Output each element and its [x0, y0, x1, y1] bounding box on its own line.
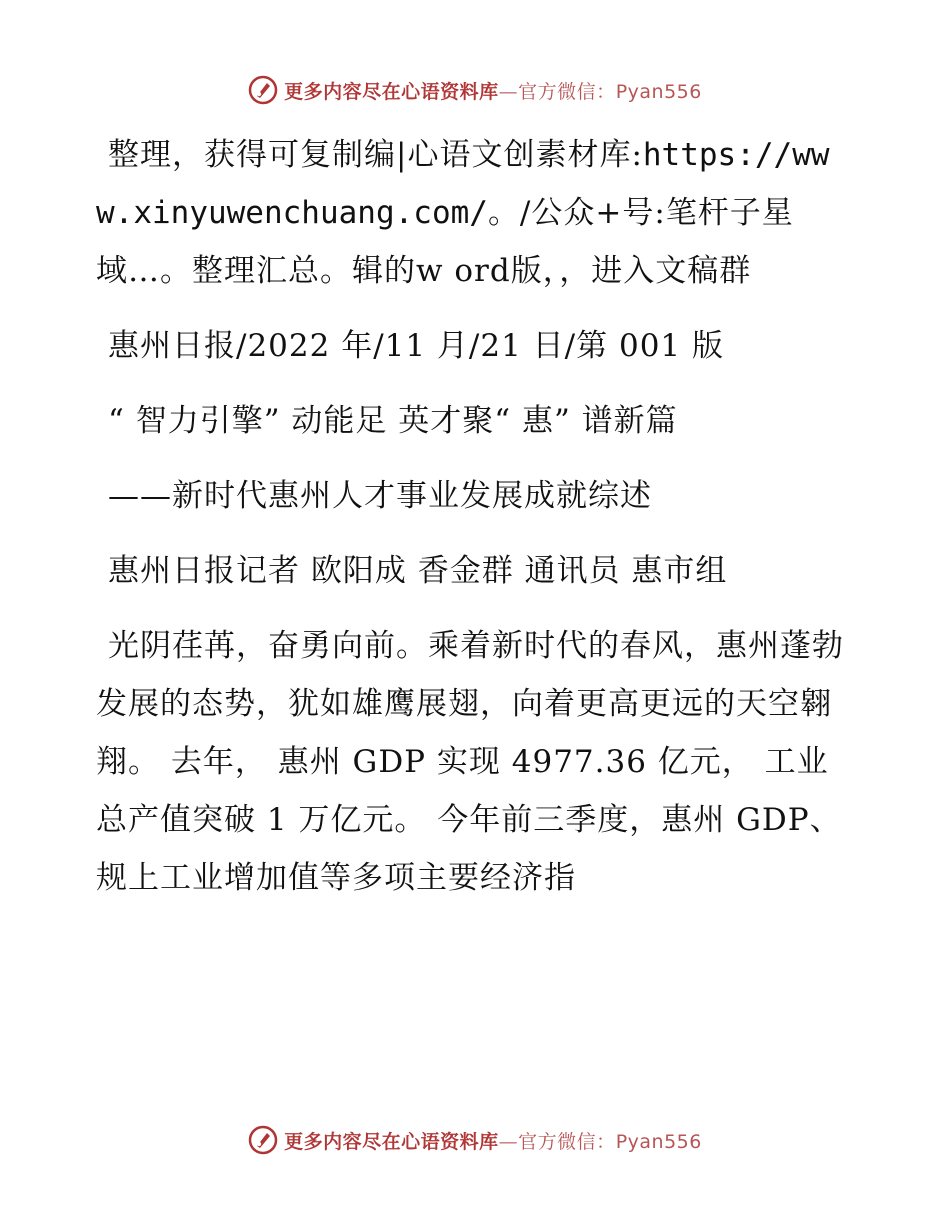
intro-url: https://www.xinyuwenchuang.com/	[96, 137, 830, 231]
watermark-wechat-label: 官方微信：	[518, 1130, 616, 1153]
watermark-wechat-id: Pyan556	[615, 80, 702, 103]
pen-seal-logo-icon	[248, 1125, 278, 1155]
pen-seal-logo-icon	[248, 75, 278, 105]
body-paragraph: 光阴荏苒，奋勇向前。乘着新时代的春风，惠州蓬勃发展的态势，犹如雄鹰展翅，向着更高更远的天空翱翔。 去年， 惠州 GDP 实现 4977.36 亿元， 工业总产值突破 1 万亿元。 今年前三季度，惠州 GDP、规上工业增加值等多项主要经济指	[96, 628, 844, 896]
footer-watermark-banner	[0, 1120, 950, 1160]
intro-line3: 笔杆子星域…。整理汇总。辑的w ord版，，进入文稿群	[96, 195, 794, 289]
watermark-main-text: 更多内容尽在心语资料库	[284, 80, 499, 103]
byline: 惠州日报记者 欧阳成 香金群 通讯员 惠市组	[108, 553, 728, 589]
intro-line2: 。/公众+号:	[487, 195, 666, 231]
intro-line1: 整理，获得可复制编|心语文创素材库:	[108, 137, 643, 173]
watermark-text	[284, 77, 702, 104]
header-watermark-banner	[0, 70, 950, 110]
watermark-separator: —	[498, 1130, 519, 1153]
watermark-wechat-label: 官方微信：	[518, 80, 616, 103]
headline: “ 智力引擎” 动能足 英才聚“ 惠” 谱新篇	[108, 403, 678, 439]
watermark-separator: —	[498, 80, 519, 103]
subheadline: ——新时代惠州人才事业发展成就综述	[108, 478, 652, 514]
intro-paragraph	[96, 126, 856, 300]
watermark-main-text: 更多内容尽在心语资料库	[284, 1130, 499, 1153]
watermark-text	[284, 1127, 702, 1154]
document-body	[96, 126, 856, 924]
source-line: 惠州日报/2022 年/11 月/21 日/第 001 版	[108, 328, 725, 364]
watermark-wechat-id: Pyan556	[615, 1130, 702, 1153]
